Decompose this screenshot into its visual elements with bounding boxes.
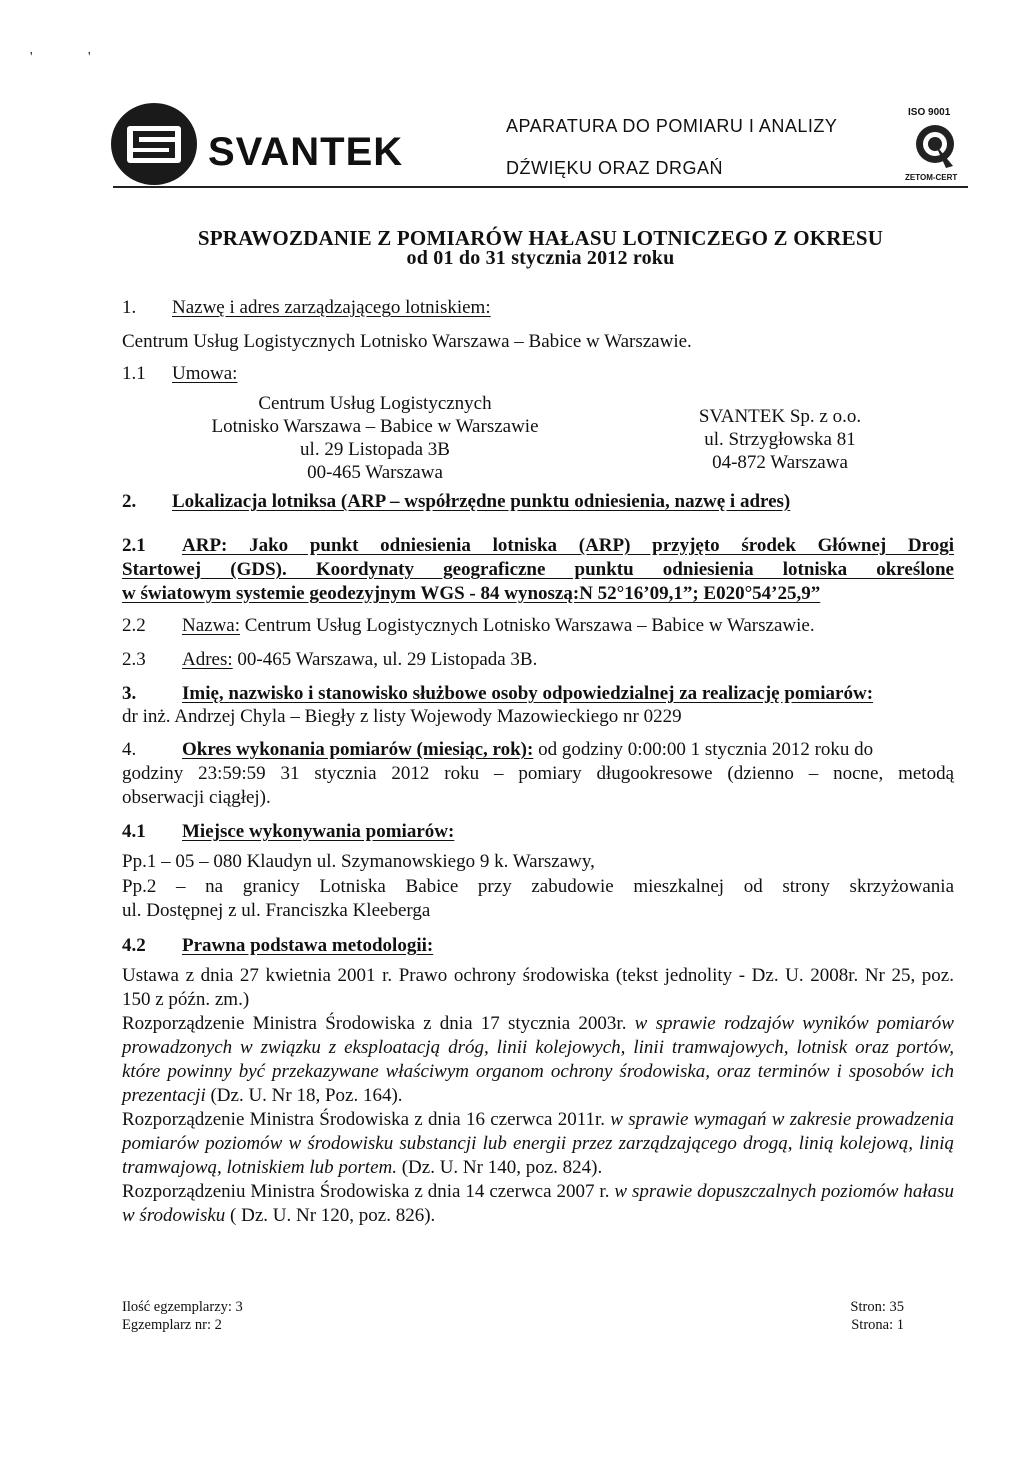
party-line: 04-872 Warszawa <box>712 452 848 473</box>
pages-total: Stron: 35 <box>850 1299 904 1315</box>
section-2-3 <box>122 648 537 672</box>
legal-basis-p4 <box>122 1180 954 1228</box>
footer-left <box>122 1298 243 1334</box>
section-number: 1.1 <box>122 363 146 384</box>
section-number: 2.2 <box>122 615 146 636</box>
point-2: Pp.2 – na granicy Lotniska Babice przy zabudowie mieszkalnej od strony skrzyżowania <box>122 875 954 897</box>
contract-party-left <box>200 392 550 484</box>
field-value: 00-465 Warszawa, ul. 29 Listopada 3B. <box>232 649 538 670</box>
party-line: 00-465 Warszawa <box>307 462 443 483</box>
report-title: SPRAWOZDANIE Z POMIARÓW HAŁASU LOTNICZEGO Z OKRESU <box>197 226 884 250</box>
point-1: Pp.1 – 05 – 080 Klaudyn ul. Szymanowskiego 9 k. Warszawy, <box>122 851 595 872</box>
legal-basis-p1: Ustawa z dnia 27 kwietnia 2001 r. Prawo ochrony środowiska (tekst jednolity - Dz. U. 2008r. Nr 25, poz. 150 z późn. zm.) <box>122 965 954 1010</box>
party-line: Centrum Usług Logistycznych <box>258 393 492 414</box>
legal-ref: (Dz. U. Nr 140, poz. 824). <box>396 1157 603 1178</box>
section-number: 2.3 <box>122 649 146 670</box>
legal-basis <box>122 964 954 1228</box>
svantek-logo-icon <box>110 102 198 191</box>
section-title: Okres wykonania pomiarów (miesiąc, rok): <box>182 739 534 760</box>
section-2-heading <box>122 490 790 514</box>
period-text2: godziny 23:59:59 31 stycznia 2012 roku – pomiary długookresowe (dziennо – nocne, metodą <box>122 763 954 784</box>
party-line: ul. Strzygłowska 81 <box>704 429 856 450</box>
legal-title: w sprawie wymagań w zakresie prowadzenia pomiarów poziomów w środowisku substancji lub energii przez zarządzającego drogą, linią kolejową, linią tramwajową, lotniskiem lub portem. <box>122 1109 954 1178</box>
period-text1: od godziny 0:00:00 1 stycznia 2012 roku do <box>533 739 874 760</box>
section-number: 3. <box>122 683 137 704</box>
copy-number: Egzemplarz nr: 2 <box>122 1317 222 1333</box>
section-2-1 <box>122 534 954 606</box>
report-period: od 01 do 31 stycznia 2012 roku <box>406 247 675 269</box>
section-number: 2.1 <box>122 535 146 556</box>
arp-line2: Startowej (GDS). Koordynaty geograficzne punktu odniesienia lotniska określone <box>122 559 954 580</box>
header-line1: APARATURA DO POMIARU I ANALIZY <box>506 116 838 136</box>
section-title: Nazwę i adres zarządzającego lotniskiem: <box>172 297 491 318</box>
party-line: Lotnisko Warszawa – Babice w Warszawie <box>211 416 539 437</box>
measurement-points <box>122 850 954 924</box>
section-title: Umowa: <box>172 363 238 384</box>
period-text3: obserwacji ciągłej). <box>122 787 271 808</box>
section-title: Imię, nazwisko i stanowisko służbowe osoby odpowiedzialnej za realizację pomiarów: <box>182 683 874 704</box>
section-title: Prawna podstawa metodologii: <box>182 935 434 956</box>
cert-label: ZETOM-CERT <box>905 173 958 182</box>
zetom-cert-icon <box>913 122 957 177</box>
section-1-1-heading <box>122 362 237 386</box>
point-2-cont: ul. Dostępnej z ul. Franciszka Kleeberga <box>122 900 431 921</box>
section-title: Lokalizacja lotniksa (ARP – współrzędne punktu odniesienia, nazwę i adres) <box>172 491 791 512</box>
legal-ref: (Dz. U. Nr 18, Poz. 164). <box>205 1085 403 1106</box>
party-line: SVANTEK Sp. z o.o. <box>698 406 862 427</box>
iso-label: ISO 9001 <box>908 107 951 118</box>
legal-text: Rozporządzeniu Ministra Środowiska z dnia 14 czerwca 2007 r. <box>122 1181 615 1202</box>
logo-text: SVANTEK <box>208 130 404 174</box>
arp-line3: w światowym systemie geodezyjnym WGS - 84 wynoszą:N 52°16’09,1”; E020°54’25,9” <box>122 583 821 604</box>
section-title: Miejsce wykonywania pomiarów: <box>182 821 455 842</box>
legal-title: w sprawie dopuszczalnych poziomów hałasu w środowisku <box>122 1181 954 1226</box>
page-mark-left: ' <box>30 50 33 65</box>
section-number: 4.2 <box>122 935 146 956</box>
section-number: 4. <box>122 739 137 760</box>
legal-text: Rozporządzenie Ministra Środowiska z dnia 17 stycznia 2003r. <box>122 1013 635 1034</box>
legal-ref: ( Dz. U. Nr 120, poz. 826). <box>225 1205 436 1226</box>
party-line: ul. 29 Listopada 3B <box>300 439 450 460</box>
section-number: 1. <box>122 297 137 318</box>
section-2-2 <box>122 614 815 638</box>
page-number: Strona: 1 <box>851 1317 904 1333</box>
field-value: Centrum Usług Logistycznych Lotnisko Warszawa – Babice w Warszawie. <box>240 615 815 636</box>
section-4-2-heading <box>122 934 433 958</box>
legal-text: Rozporządzenie Ministra Środowiska z dnia 16 czerwca 2011r. <box>122 1109 611 1130</box>
header-divider <box>113 186 968 188</box>
section-1-heading <box>122 296 491 320</box>
responsible-person: dr inż. Andrzej Chyla – Biegły z listy Wojewody Mazowieckiego nr 0229 <box>122 706 682 727</box>
field-label: Nazwa: <box>182 615 241 636</box>
section-number: 2. <box>122 491 137 512</box>
section-3-heading <box>122 682 873 706</box>
manager-name: Centrum Usług Logistycznych Lotnisko Warszawa – Babice w Warszawie. <box>122 331 692 352</box>
copies-count: Ilość egzemplarzy: 3 <box>122 1299 243 1315</box>
page-mark-right: ' <box>88 50 91 65</box>
legal-basis-p3 <box>122 1108 954 1180</box>
footer-right <box>800 1298 904 1334</box>
header-line2: DŹWIĘKU ORAZ DRGAŃ <box>506 158 724 178</box>
field-label: Adres: <box>182 649 233 670</box>
section-number: 4.1 <box>122 821 146 842</box>
contract-party-right <box>660 405 900 474</box>
legal-basis-p2 <box>122 1012 954 1108</box>
arp-line1: ARP: Jako punkt odniesienia lotniska (ARP) przyjęto środek Głównej Drogi <box>182 535 954 556</box>
section-4-1-heading <box>122 820 454 844</box>
section-4 <box>122 738 954 810</box>
legal-title: w sprawie rodzajów wyników pomiarów prowadzonych w związku z eksploatacją dróg, linii kolejowych, linii tramwajowych, lotnisk oraz portów, które powinny być przekazywane właściwym organom ochrony środowiska, oraz terminów i sposobów ich prezentacji <box>122 1013 954 1106</box>
